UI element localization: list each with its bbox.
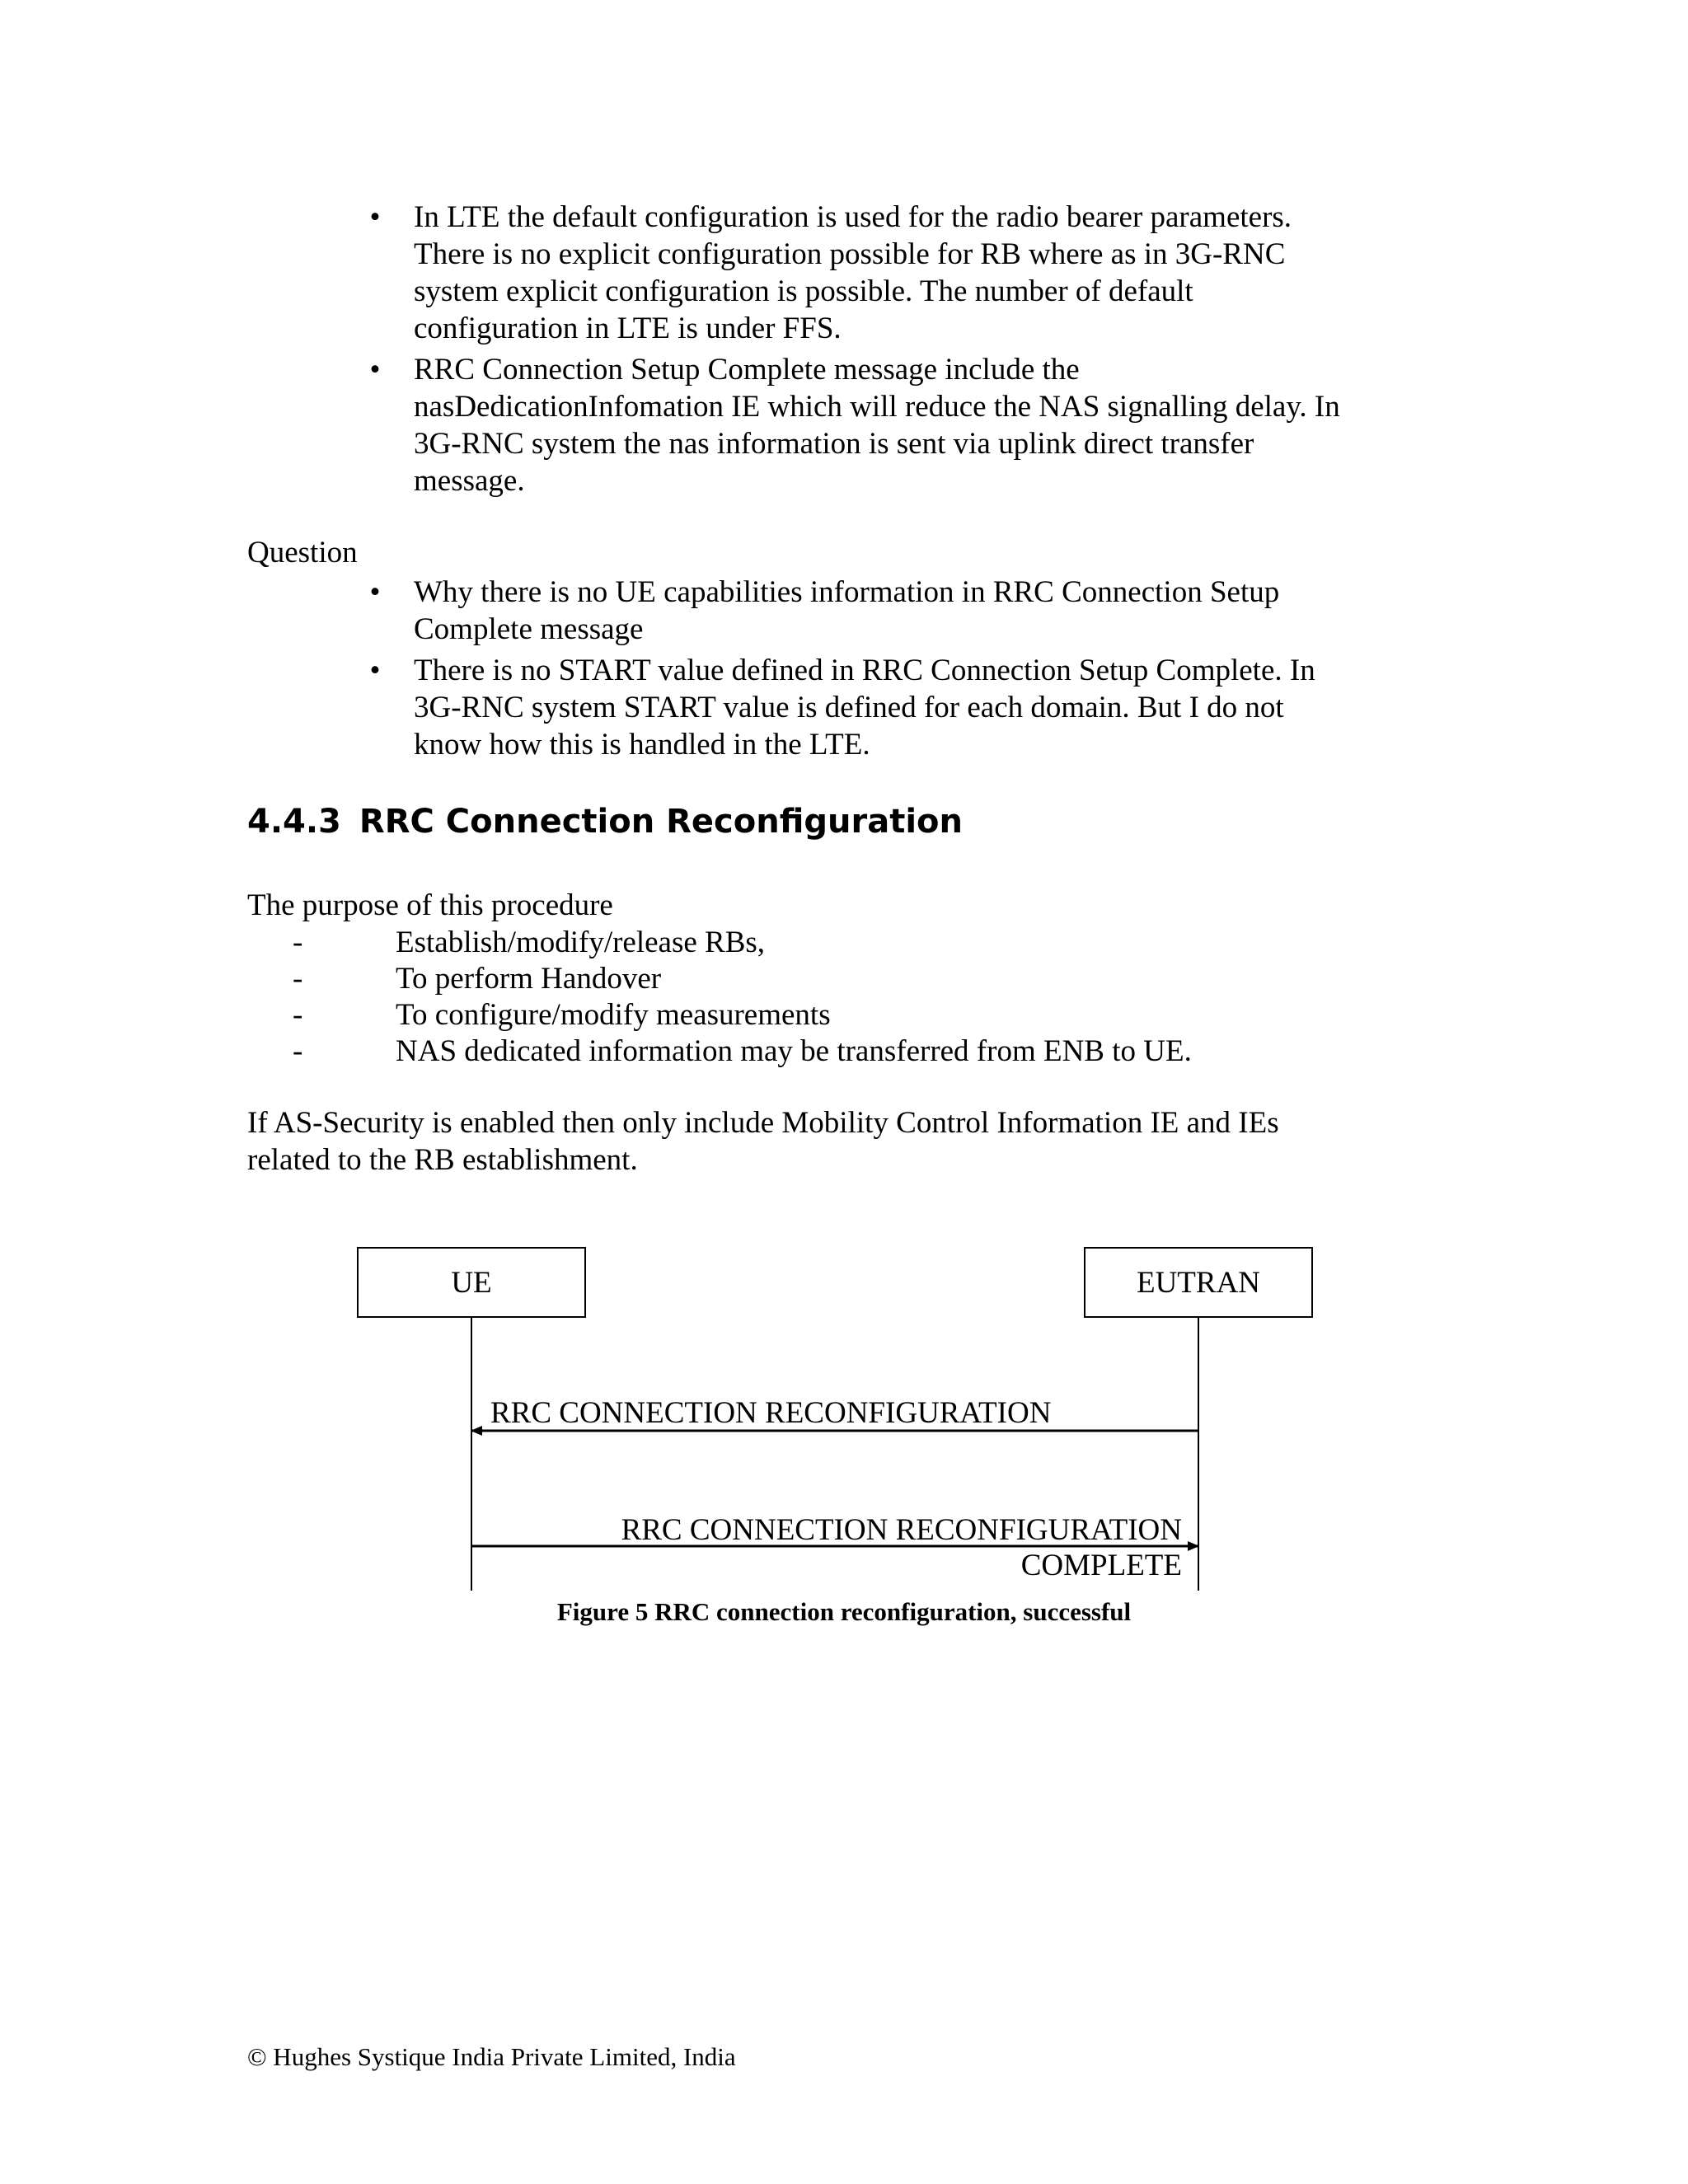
msg-reconfiguration-label: RRC CONNECTION RECONFIGURATION xyxy=(490,1396,1052,1430)
figure-caption: Figure 5 RRC connection reconfiguration, successful xyxy=(556,1597,1132,1626)
dash-marker: - xyxy=(293,998,303,1032)
bullet-line: message. xyxy=(414,464,525,498)
dash-marker: - xyxy=(293,962,303,996)
purpose-item-text: Establish/modify/release RBs, xyxy=(396,926,766,959)
bullet-line: In LTE the default configuration is used for the radio bearer parameters. xyxy=(414,200,1292,234)
bullet-line: nasDedicationInfomation IE which will reduce the NAS signalling delay. In xyxy=(414,390,1340,424)
bullet-line: 3G-RNC system the nas information is sent via uplink direct transfer xyxy=(414,427,1254,461)
section-number: 4.4.3 xyxy=(247,803,341,841)
purpose-item-text: To configure/modify measurements xyxy=(396,998,831,1032)
bullet-icon: • xyxy=(369,654,381,687)
bullet-line: RRC Connection Setup Complete message include the xyxy=(414,353,1080,387)
purpose-item-text: To perform Handover xyxy=(396,962,662,996)
ue-label: UE xyxy=(451,1266,492,1300)
dash-marker: - xyxy=(293,926,303,959)
bullet-line: know how this is handled in the LTE. xyxy=(414,728,870,762)
copyright-footer: © Hughes Systique India Private Limited, India xyxy=(247,2042,736,2071)
bullet-line: configuration in LTE is under FFS. xyxy=(414,312,842,345)
bullet-line: system explicit configuration is possible. The number of default xyxy=(414,274,1193,308)
question-label: Question xyxy=(247,536,358,569)
bullet-line: There is no explicit configuration possible for RB where as in 3G-RNC xyxy=(414,237,1286,271)
bullet-line: There is no START value defined in RRC Connection Setup Complete. In xyxy=(414,654,1315,687)
msg-complete-label-line1: RRC CONNECTION RECONFIGURATION xyxy=(621,1513,1182,1547)
bullet-line: Why there is no UE capabilities information in RRC Connection Setup xyxy=(414,575,1280,609)
bullet-line: 3G-RNC system START value is defined for each domain. But I do not xyxy=(414,691,1284,724)
purpose-intro: The purpose of this procedure xyxy=(247,888,613,922)
section-title: RRC Connection Reconfiguration xyxy=(359,803,963,841)
purpose-item-text: NAS dedicated information may be transferred from ENB to UE. xyxy=(396,1034,1192,1068)
bullet-icon: • xyxy=(369,353,381,387)
msg-complete-label-line2: COMPLETE xyxy=(1020,1549,1182,1582)
bullet-icon: • xyxy=(369,200,381,234)
dash-marker: - xyxy=(293,1034,303,1068)
bullet-icon: • xyxy=(369,575,381,609)
paragraph-line: related to the RB establishment. xyxy=(247,1143,638,1177)
paragraph-line: If AS-Security is enabled then only include Mobility Control Information IE and IEs xyxy=(247,1106,1279,1140)
eutran-label: EUTRAN xyxy=(1136,1266,1261,1300)
bullet-line: Complete message xyxy=(414,612,644,646)
